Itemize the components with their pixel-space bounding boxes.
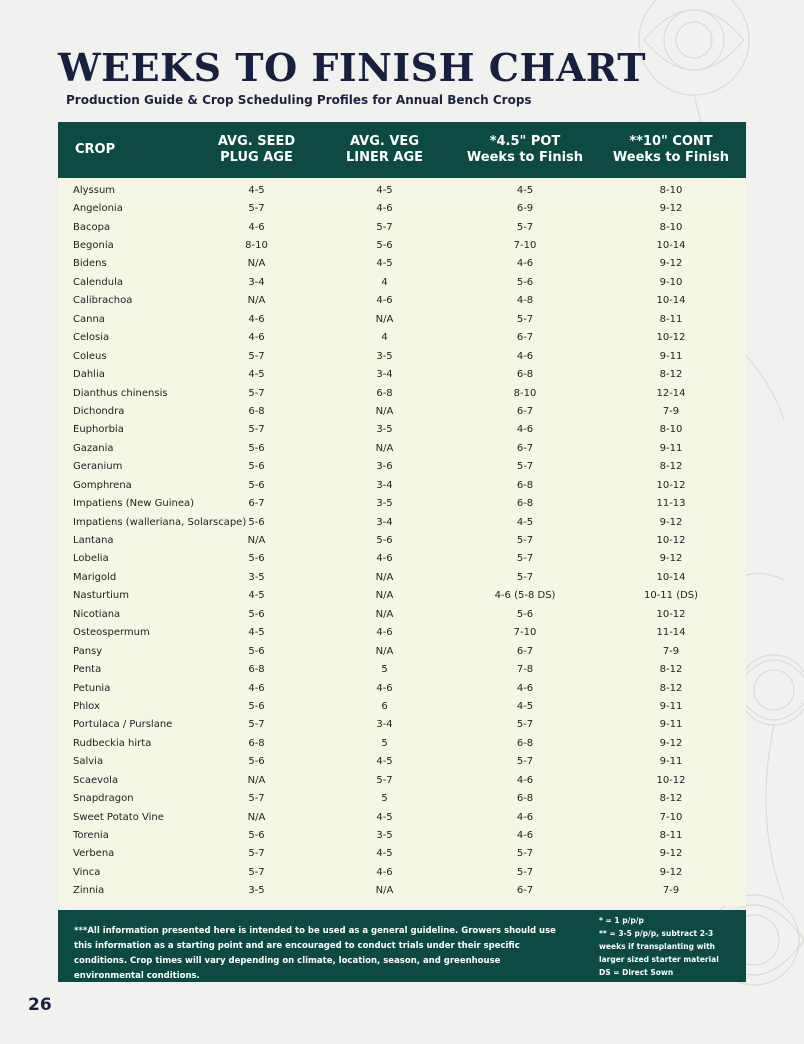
table-cell: 4-6 [516, 350, 534, 362]
table-cell: 4-6 [376, 553, 393, 565]
table-cell: 5-6 [248, 830, 265, 842]
table-cell: 10-12 [656, 332, 686, 344]
table-cell: 4-6 [516, 258, 534, 270]
crop-name-cell: Alyssum [73, 184, 116, 196]
page-title: WEEKS TO FINISH CHART [58, 45, 647, 90]
table-cell: 5-7 [248, 719, 265, 731]
table-row [58, 236, 746, 254]
table-cell: 10-14 [656, 571, 686, 583]
table-cell: 6-8 [516, 369, 534, 381]
table-cell: 4 [381, 332, 388, 344]
table-cell: 3-5 [248, 571, 265, 583]
table-cell: 10-12 [656, 608, 686, 620]
table-row [58, 273, 746, 291]
table-cell: 6-8 [248, 405, 265, 417]
table-cell: N/A [375, 608, 394, 620]
table-cell: 6-7 [516, 332, 534, 344]
table-row [58, 660, 746, 678]
table-cell: 6-8 [248, 737, 265, 749]
table-row [58, 826, 746, 844]
table-row [58, 310, 746, 328]
table-cell: 5-6 [248, 461, 265, 473]
page-subtitle: Production Guide & Crop Scheduling Profiles for Annual Bench Crops [66, 93, 532, 107]
table-cell: 5-6 [516, 608, 534, 620]
table-cell: 5-6 [376, 240, 393, 252]
table-row [58, 697, 746, 715]
crop-name-cell: Bacopa [73, 221, 111, 233]
table-cell: 4-6 [248, 221, 265, 233]
table-cell: 6-8 [516, 479, 534, 491]
table-cell: 8-12 [659, 461, 683, 473]
table-cell: 7-8 [516, 664, 534, 676]
header-crop: CROP [75, 142, 116, 157]
table-cell: 5-7 [248, 387, 265, 399]
table-cell: 5-7 [248, 424, 265, 436]
table-cell: 8-10 [513, 387, 537, 399]
table-row [58, 605, 746, 623]
footnote: weeks if transplanting with [599, 942, 715, 951]
table-cell: 5-7 [248, 793, 265, 805]
crop-name-cell: Euphorbia [73, 424, 124, 436]
table-cell: N/A [375, 590, 394, 602]
crop-name-cell: Calibrachoa [73, 295, 133, 307]
table-cell: 4-6 [376, 627, 393, 639]
table-cell: 9-10 [659, 276, 683, 288]
table-cell: 7-10 [659, 811, 683, 823]
table-cell: 6-8 [516, 737, 534, 749]
table-cell: 5-7 [516, 535, 534, 547]
crop-name-cell: Bidens [73, 258, 107, 270]
table-row [58, 458, 746, 476]
table-cell: 10-14 [656, 295, 686, 307]
crop-name-cell: Sweet Potato Vine [73, 811, 164, 823]
table-cell: 8-12 [659, 664, 683, 676]
table-cell: 5-7 [248, 350, 265, 362]
table-cell: 4-6 (5-8 DS) [494, 590, 556, 602]
table-cell: 5 [381, 793, 388, 805]
crop-name-cell: Celosia [73, 332, 110, 344]
table-cell: 3-5 [376, 830, 393, 842]
crop-name-cell: Zinnia [73, 885, 105, 897]
crop-name-cell: Impatiens (walleriana, Solarscape) [73, 516, 247, 528]
table-cell: N/A [375, 405, 394, 417]
crop-name-cell: Nasturtium [73, 590, 129, 602]
table-cell: 10-12 [656, 479, 686, 491]
table-cell: 5-7 [516, 461, 534, 473]
table-cell: 8-11 [659, 830, 683, 842]
table-cell: N/A [247, 258, 266, 270]
table-cell: 4-6 [516, 830, 534, 842]
table-cell: 10-12 [656, 774, 686, 786]
table-cell: 9-12 [659, 516, 683, 528]
table-cell: 6-7 [516, 885, 534, 897]
table-cell: 4-6 [516, 811, 534, 823]
table-cell: 9-11 [659, 442, 683, 454]
table-cell: 5-6 [248, 700, 265, 712]
table-row [58, 421, 746, 439]
table-cell: 6-7 [516, 405, 534, 417]
table-cell: 3-4 [376, 479, 393, 491]
table-row [58, 679, 746, 697]
table-cell: 6 [381, 700, 388, 712]
crop-name-cell: Portulaca / Purslane [73, 719, 173, 731]
table-cell: 4-6 [248, 682, 265, 694]
table-cell: 3-5 [376, 350, 393, 362]
table-cell: 8-12 [659, 369, 683, 381]
table-cell: 9-12 [659, 737, 683, 749]
table-row [58, 587, 746, 605]
table-row [58, 181, 746, 199]
table-row [58, 808, 746, 826]
header-10-cont: **10" CONT Weeks to Finish [612, 134, 730, 165]
table-cell: 5-7 [516, 313, 534, 325]
crop-name-cell: Snapdragon [73, 793, 134, 805]
table-cell: 6-7 [516, 442, 534, 454]
table-row [58, 476, 746, 494]
table-cell: 5-6 [248, 608, 265, 620]
table-cell: 4-5 [376, 848, 393, 860]
table-row [58, 882, 746, 900]
table-cell: 8-10 [659, 424, 683, 436]
table-cell: 4-6 [516, 424, 534, 436]
table-cell: 4-5 [516, 184, 534, 196]
table-row [58, 550, 746, 568]
table-cell: 5-6 [248, 479, 265, 491]
table-cell: 5-7 [516, 553, 534, 565]
table-cell: 8-11 [659, 313, 683, 325]
table-cell: 5-7 [248, 848, 265, 860]
weeks-to-finish-table [58, 122, 746, 906]
footnote: DS = Direct Sown [599, 968, 674, 977]
table-cell: 4-5 [376, 258, 393, 270]
footnote: * = 1 p/p/p [599, 916, 644, 925]
table-cell: 5 [381, 737, 388, 749]
table-cell: 10-12 [656, 535, 686, 547]
table-cell: 10-11 (DS) [643, 590, 699, 602]
table-row [58, 734, 746, 752]
table-cell: 4-5 [248, 369, 265, 381]
table-cell: 5-6 [248, 756, 265, 768]
table-cell: N/A [375, 442, 394, 454]
table-cell: 6-7 [248, 498, 265, 510]
table-cell: 5-7 [376, 774, 393, 786]
table-cell: 10-14 [656, 240, 686, 252]
table-cell: 4-8 [516, 295, 534, 307]
crop-name-cell: Rudbeckia hirta [73, 737, 152, 749]
table-cell: 9-11 [659, 719, 683, 731]
table-cell: 5-7 [516, 866, 534, 878]
table-cell: 4-6 [248, 332, 265, 344]
crop-name-cell: Phlox [73, 700, 100, 712]
table-body [58, 178, 746, 900]
table-cell: 4 [381, 276, 388, 288]
table-cell: 4-6 [516, 774, 534, 786]
crop-name-cell: Lobelia [73, 553, 109, 565]
table-cell: N/A [375, 571, 394, 583]
table-cell: 4-5 [376, 756, 393, 768]
crop-name-cell: Pansy [73, 645, 103, 657]
disclaimer-text: ***All information presented here is intended to be used as a general guideline. Growers should use this information as a starting point and are encouraged to conduct trials under their specific conditions. Crop times will vary depending on climate, location, season, and greenhouse environmental conditions. [74, 926, 556, 981]
table-cell: 3-6 [376, 461, 393, 473]
table-row [58, 716, 746, 734]
table-row [58, 329, 746, 347]
footnote: ** = 3-5 p/p/p, subtract 2-3 [599, 929, 714, 938]
table-cell: 3-4 [376, 516, 393, 528]
table-row [58, 384, 746, 402]
table-row [58, 568, 746, 586]
crop-name-cell: Calendula [73, 276, 123, 288]
table-cell: 8-12 [659, 682, 683, 694]
crop-name-cell: Lantana [73, 535, 114, 547]
table-cell: 4-5 [248, 184, 265, 196]
table-row [58, 218, 746, 236]
table-cell: 7-9 [662, 885, 680, 897]
table-row [58, 531, 746, 549]
table-row [58, 771, 746, 789]
table-cell: 9-12 [659, 553, 683, 565]
table-cell: 9-11 [659, 756, 683, 768]
table-row [58, 292, 746, 310]
page-number: 26 [28, 995, 52, 1015]
table-cell: 5-7 [516, 571, 534, 583]
table-cell: 6-8 [248, 664, 265, 676]
table-cell: 8-12 [659, 793, 683, 805]
crop-name-cell: Marigold [73, 571, 117, 583]
crop-name-cell: Coleus [73, 350, 107, 362]
table-cell: 4-6 [516, 682, 534, 694]
table-cell: 11-13 [656, 498, 686, 510]
crop-name-cell: Penta [73, 664, 102, 676]
crop-name-cell: Geranium [73, 461, 123, 473]
table-cell: 5-7 [516, 848, 534, 860]
table-row [58, 624, 746, 642]
table-row [58, 347, 746, 365]
table-cell: 4-5 [248, 590, 265, 602]
table-row [58, 789, 746, 807]
table-cell: 4-6 [376, 295, 393, 307]
table-cell: 8-10 [659, 221, 683, 233]
footnotes [599, 914, 744, 979]
crop-name-cell: Salvia [73, 756, 104, 768]
table-cell: 5-7 [248, 203, 265, 215]
table-cell: 3-4 [248, 276, 265, 288]
table-cell: 3-5 [376, 498, 393, 510]
table-cell: 5-6 [248, 645, 265, 657]
table-cell: 4-5 [516, 700, 534, 712]
table-cell: 5 [381, 664, 388, 676]
table-header [58, 122, 746, 178]
crop-name-cell: Osteospermum [73, 627, 150, 639]
table-row [58, 402, 746, 420]
header-seed-plug-age: AVG. SEED PLUG AGE [217, 134, 296, 165]
table-cell: 4-5 [376, 811, 393, 823]
header-veg-liner-age: AVG. VEG LINER AGE [345, 134, 424, 165]
crop-name-cell: Gazania [73, 442, 114, 454]
crop-name-cell: Canna [73, 313, 105, 325]
table-cell: 7-9 [662, 405, 680, 417]
table-row [58, 439, 746, 457]
table-cell: 3-5 [376, 424, 393, 436]
crop-name-cell: Torenia [73, 830, 109, 842]
table-cell: 6-8 [516, 498, 534, 510]
crop-name-cell: Gomphrena [73, 479, 132, 491]
table-cell: 4-6 [376, 682, 393, 694]
table-cell: 3-4 [376, 369, 393, 381]
header-4-5-pot: *4.5" POT Weeks to Finish [466, 134, 584, 165]
table-cell: 11-14 [656, 627, 686, 639]
table-cell: 8-10 [245, 240, 268, 252]
table-cell: 3-5 [248, 885, 265, 897]
table-cell: 9-12 [659, 866, 683, 878]
table-cell: 3-4 [376, 719, 393, 731]
table-cell: N/A [247, 295, 266, 307]
table-row [58, 845, 746, 863]
footnote: larger sized starter material [599, 955, 719, 964]
footer-panel [58, 910, 746, 982]
table-cell: 5-6 [516, 276, 534, 288]
table-cell: N/A [247, 774, 266, 786]
table-cell: 4-6 [376, 203, 393, 215]
table-cell: 4-5 [248, 627, 265, 639]
table-cell: N/A [375, 885, 394, 897]
table-cell: 5-7 [516, 756, 534, 768]
table-cell: N/A [247, 811, 266, 823]
table-row [58, 642, 746, 660]
crop-name-cell: Dichondra [73, 405, 125, 417]
table-cell: 6-9 [516, 203, 534, 215]
table-cell: 8-10 [659, 184, 683, 196]
table-cell: 4-5 [376, 184, 393, 196]
table-cell: 12-14 [656, 387, 686, 399]
table-row [58, 199, 746, 217]
table-row [58, 863, 746, 881]
table-cell: 4-6 [248, 313, 265, 325]
table-cell: 9-12 [659, 848, 683, 860]
table-cell: 5-6 [376, 535, 393, 547]
table-cell: 9-12 [659, 258, 683, 270]
crop-name-cell: Dianthus chinensis [73, 387, 168, 399]
table-cell: N/A [375, 313, 394, 325]
crop-name-cell: Begonia [73, 240, 114, 252]
table-row [58, 255, 746, 273]
table-cell: 5-6 [248, 516, 265, 528]
table-cell: 5-6 [248, 442, 265, 454]
table-cell: 6-8 [376, 387, 393, 399]
table-cell: 6-8 [516, 793, 534, 805]
table-row [58, 365, 746, 383]
table-cell: 4-6 [376, 866, 393, 878]
crop-name-cell: Nicotiana [73, 608, 121, 620]
table-cell: 5-7 [516, 221, 534, 233]
table-row [58, 494, 746, 512]
crop-name-cell: Verbena [73, 848, 115, 860]
table-cell: 5-7 [248, 866, 265, 878]
table-cell: 6-7 [516, 645, 534, 657]
table-cell: 7-9 [662, 645, 680, 657]
table-cell: 4-5 [516, 516, 534, 528]
table-cell: 9-11 [659, 700, 683, 712]
table-cell: 7-10 [513, 240, 537, 252]
table-cell: 7-10 [513, 627, 537, 639]
crop-name-cell: Dahlia [73, 369, 105, 381]
table-cell: N/A [247, 535, 266, 547]
crop-name-cell: Scaevola [73, 774, 119, 786]
table-row [58, 513, 746, 531]
crop-name-cell: Petunia [73, 682, 111, 694]
table-cell: 5-7 [376, 221, 393, 233]
table-cell: 9-11 [659, 350, 683, 362]
table-cell: 9-12 [659, 203, 683, 215]
table-cell: N/A [375, 645, 394, 657]
table-row [58, 753, 746, 771]
crop-name-cell: Vinca [73, 866, 101, 878]
crop-name-cell: Impatiens (New Guinea) [73, 498, 195, 510]
table-cell: 5-6 [248, 553, 265, 565]
table-cell: 5-7 [516, 719, 534, 731]
crop-name-cell: Angelonia [73, 203, 123, 215]
